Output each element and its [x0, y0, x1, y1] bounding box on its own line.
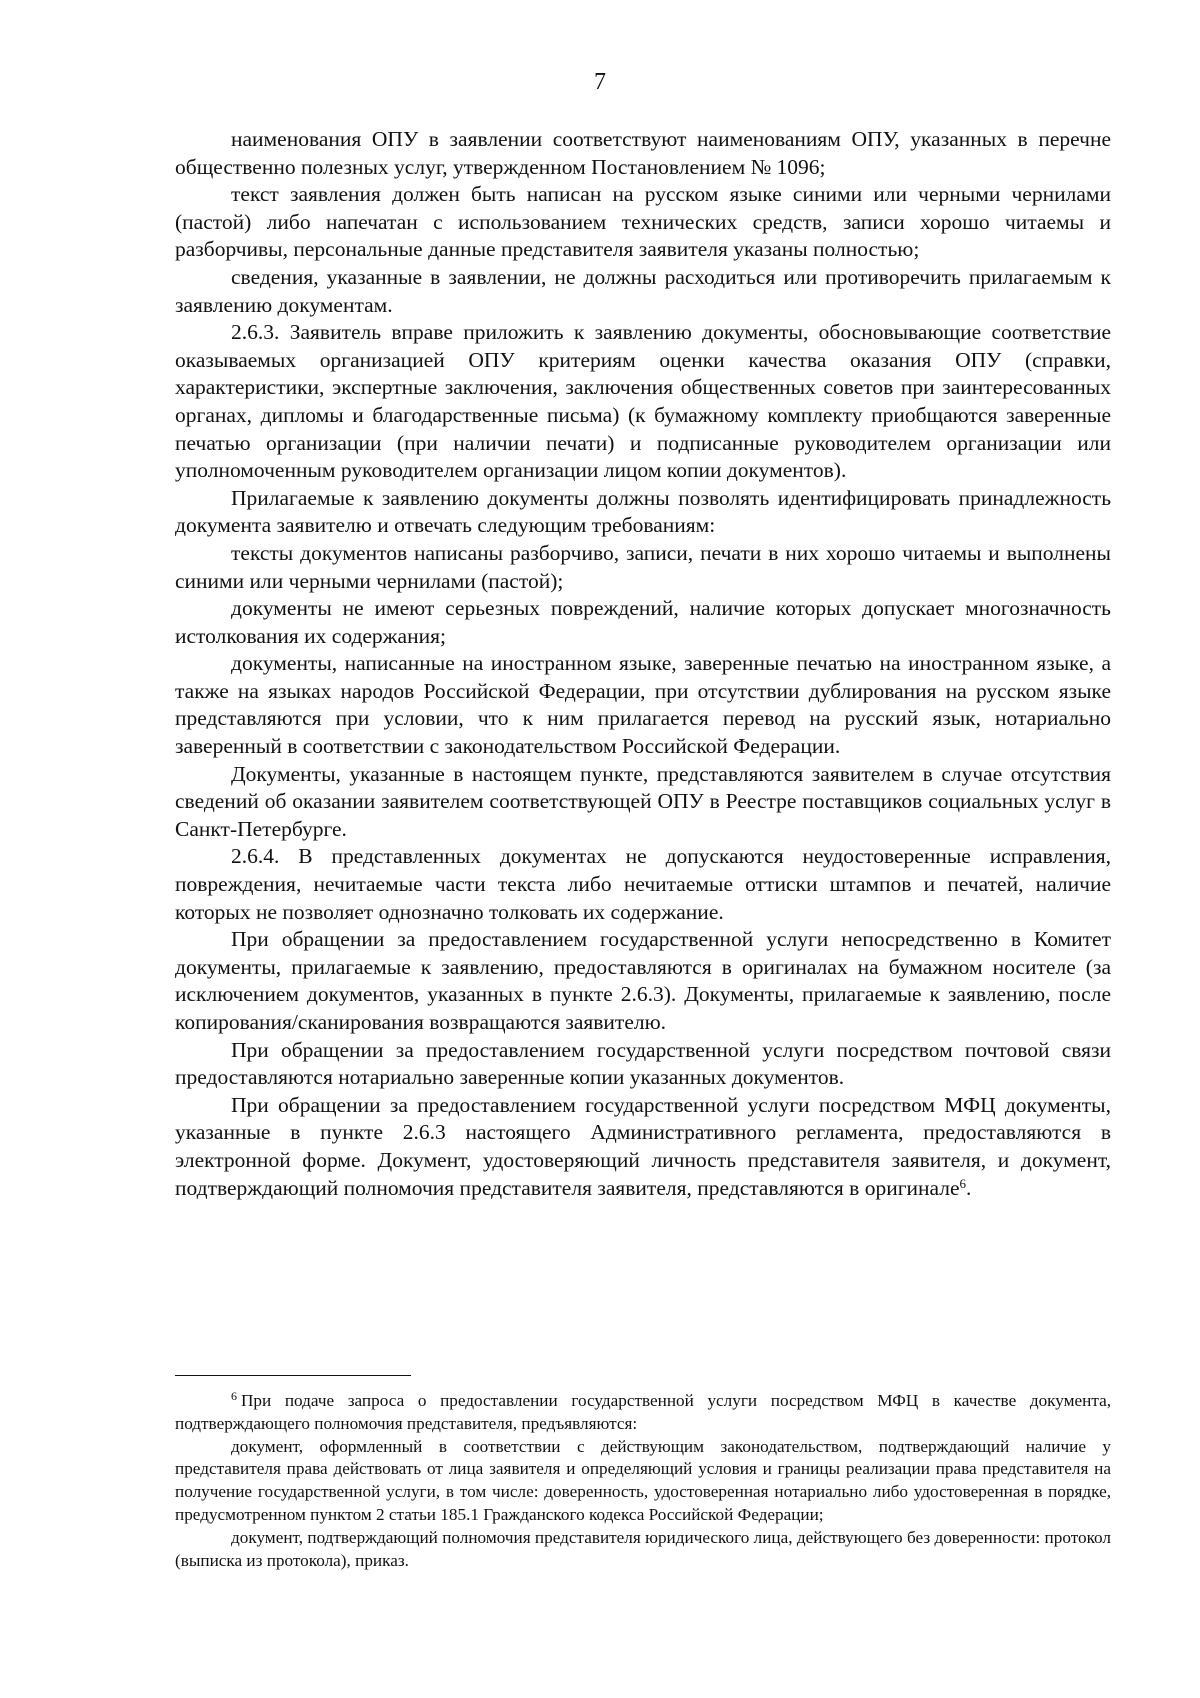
footnotes — [175, 1390, 1111, 1572]
paragraph: документы, написанные на иностранном языке, заверенные печатью на иностранном языке, а также на языках народов Российской Федерации, при отсутствии дублирования на русском языке представляются при условии, что к ним прилагается перевод на русский язык, нотариально заверенный в соответствии с законодательством Российской Федерации. — [175, 651, 1111, 759]
footnote-reference[interactable]: 6 — [959, 1175, 967, 1191]
footnote-item: документ, оформленный в соответствии с действующим законодательством, подтверждающий наличие у представителя права действовать от лица заявителя и определяющий условия и границы реализации права представителя на получение государственной услуги, в том числе: доверенность, удостоверенная нотариально либо удостоверенная в порядке, предусмотренном пунктом 2 статьи 185.1 Гражданского кодекса Российской Федерации; — [175, 1436, 1111, 1524]
paragraph-last-end: . — [966, 1175, 972, 1200]
paragraph: 2.6.3. Заявитель вправе приложить к заявлению документы, обосновывающие соответствие оказываемых организацией ОПУ критериям оценки качества оказания ОПУ (справки, характеристики, экспертные заключения, заключения общественных советов при заинтересованных органах, дипломы и благодарственные письма) (к бумажному комплекту приобщаются заверенные печатью организации (при наличии печати) и подписанные руководителем организации или уполномоченным руководителем организации лицом копии документов). — [175, 320, 1111, 483]
paragraph: наименования ОПУ в заявлении соответствуют наименованиям ОПУ, указанных в перечне общественно полезных услуг, утвержденном Постановлением № 1096; — [175, 127, 1111, 179]
paragraph: Документы, указанные в настоящем пункте, представляются заявителем в случае отсутствия сведений об оказании заявителем соответствующей ОПУ в Реестре поставщиков социальных услуг в Санкт-Петербурге. — [175, 761, 1111, 841]
footnote-item: документ, подтверждающий полномочия представителя юридического лица, действующего без доверенности: протокол (выписка из протокола), приказ. — [175, 1527, 1111, 1570]
footnote-separator — [175, 1375, 411, 1376]
body-text — [175, 126, 1111, 1202]
footnote-marker: 6 — [231, 1389, 237, 1403]
paragraph-last — [175, 1092, 1111, 1202]
footnote — [175, 1390, 1111, 1436]
paragraph: 2.6.4. В представленных документах не допускаются неудостоверенные исправления, повреждения, нечитаемые части текста либо нечитаемые оттиски штампов и печатей, наличие которых не позволяет однозначно толковать их содержание. — [175, 844, 1111, 924]
page-number: 7 — [594, 69, 606, 95]
paragraph: При обращении за предоставлением государственной услуги посредством почтовой связи предоставляются нотариально заверенные копии указанных документов. — [175, 1037, 1111, 1090]
footnote-text: При подаче запроса о предоставлении государственной услуги посредством МФЦ в качестве документа, подтверждающего полномочия представителя, предъявляются: — [175, 1391, 1111, 1433]
paragraph: тексты документов написаны разборчиво, записи, печати в них хорошо читаемы и выполнены синими или черными чернилами (пастой); — [175, 540, 1111, 593]
paragraph: сведения, указанные в заявлении, не должны расходиться или противоречить прилагаемым к заявлению документам. — [175, 264, 1111, 317]
paragraph: документы не имеют серьезных повреждений, наличие которых допускает многозначность истолкования их содержания; — [175, 596, 1111, 648]
paragraph-last-text: При обращении за предоставлением государственной услуги посредством МФЦ документы, указанные в пункте 2.6.3 настоящего Административного регламента, предоставляются в электронной форме. Документ, удостоверяющий личность представителя заявителя, и документ, подтверждающий полномочия представителя заявителя, представляются в оригинале — [175, 1092, 1111, 1200]
paragraph: Прилагаемые к заявлению документы должны позволять идентифицировать принадлежность документа заявителю и отвечать следующим требованиям: — [175, 485, 1111, 538]
paragraph: текст заявления должен быть написан на русском языке синими или черными чернилами (пастой) либо напечатан с использованием технических средств, записи хорошо читаемы и разборчивы, персональные данные представителя заявителя указаны полностью; — [175, 182, 1111, 262]
paragraph: При обращении за предоставлением государственной услуги непосредственно в Комитет документы, прилагаемые к заявлению, предоставляются в оригиналах на бумажном носителе (за исключением документов, указанных в пункте 2.6.3). Документы, прилагаемые к заявлению, после копирования/сканирования возвращаются заявителю. — [175, 927, 1111, 1034]
